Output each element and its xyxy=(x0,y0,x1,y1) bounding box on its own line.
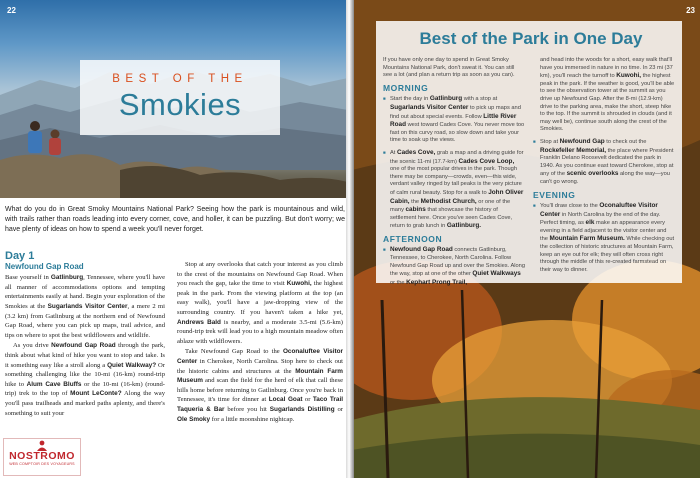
afternoon-list-continued xyxy=(533,138,675,187)
list-item: ■ Newfound Gap Road connects Gatlinburg, Tennessee, to Cherokee, North Carolina. Follow Newfound Gap Road up and over the Smokies. Along the way, stop at one of the other Quiet Walkways or the Kephart Prong Trail, xyxy=(383,246,525,287)
panel-column-2 xyxy=(533,57,675,278)
list-item: ■ Start the day in Gatlinburg with a stop at Sugarlands Visitor Center to pick up maps and find out about special events. Follow Little River Road west toward Cades Cove. You never move too fast on this curvy road, so slow down and take your time to soak up the views. xyxy=(383,95,525,145)
nostromo-logo xyxy=(3,438,81,476)
paragraph-4: Take Newfound Gap Road to the Oconaluftee Visitor Center in Cherokee, North Carolina. Stop here to check out the historic cabins and structures at the Mountain Farm Museum and scan the field for the herd of elk that call these hills home before returning to Gatlinburg. Once you're back in Tennessee, it's time for dinner at Local Goat or Taco Trail Taqueria & Bar before you hit Sugarlands Distilling or Ole Smoky for a little moonshine nightcap. xyxy=(177,348,344,423)
panel-column-1 xyxy=(383,57,525,291)
list-item: ■ You'll draw close to the Oconaluftee Visitor Center in North Carolina by the end of the day. Perfect timing, as elk make an appearance every evening in a field adjacent to the visitor center and the Mountain Farm Museum. While checking out the collection of historic structures at Mountain Farm, keep an eye out for elk; they will often cross right through the middle of this re-created farmstead on their way to dinner. xyxy=(533,202,675,274)
morning-list xyxy=(383,95,525,231)
list-item: ■ At Cades Cove, grab a map and a driving guide for the scenic 11-mi (17.7-km) Cades Cove Loop, one of the most popular drives in the park. Though there may be company—crowds, even—this wide, verdant valley ringed by tall peaks is the very picture of calm rural beauty. Stop for a walk to John Oliver Cabin, the Methodist Church, or one of the many cabins that showcase the history of settlement here. Once you've seen Cades Cove, return to grab lunch in Gatlinburg. xyxy=(383,149,525,231)
book-spine xyxy=(346,0,354,478)
afternoon-list xyxy=(383,246,525,287)
day-heading: Day 1 xyxy=(5,250,35,262)
logo-tagline: WEB COMPTOIR DES VOYAGEURS xyxy=(9,462,75,466)
right-page xyxy=(352,0,700,478)
morning-heading: MORNING xyxy=(383,82,429,93)
logo-name: NOSTROMO xyxy=(9,450,75,462)
title-small: BEST OF THE xyxy=(112,73,248,85)
paragraph-2: As you drive Newfound Gap Road through the park, think about what kind of hike you want to stop and take. Is it something easy like a stroll along a Quiet Walkway? Or something challenging like the 10-mi (16-km) round-trip hike to Alum Cave Bluffs or the 10-mi (16-km) (round-trip) trek to the top of Mount LeConte? Along the way you'll pass trailheads and marked paths aplenty, and there's something to suit your xyxy=(5,342,165,417)
mountain-hiker-photo xyxy=(0,0,348,198)
intro-paragraph: What do you do in Great Smoky Mountains National Park? Seeing how the park is mountainous and wild, with trails rather than roads leading into every corner, cove, and holler, it can be puzzling. But don't worry; we have plenty of ideas on how to spend a week you'll never forget. xyxy=(5,206,345,234)
one-day-panel xyxy=(376,21,682,286)
evening-list xyxy=(533,202,675,274)
page-number-left: 22 xyxy=(7,6,16,15)
afternoon-heading: AFTERNOON xyxy=(383,233,443,244)
page-title: Smokies xyxy=(118,87,242,122)
panel-intro: If you have only one day to spend in Great Smoky Mountains National Park, don't sweat it. You can still see a lot (and plan a return trip as soon as you can). xyxy=(383,57,515,79)
paragraph-3: Stop at any overlooks that catch your interest as you climb to the crest of the mountains on Newfound Gap Road. When you reach the gap, take the time to visit Kuwohi, the highest peak in the park. From the viewing platform at the top (an easy walk), you'll have a jaw-dropping view of the surrounding country. If you haven't taken a hike yet, Andrews Bald is nearby, and a moderate 3.5-mi (5.6-km) round-trip trek will lead you to a high mountain meadow often ablaze with wildflowers. xyxy=(177,261,343,345)
left-column-2 xyxy=(177,260,343,425)
left-column-1 xyxy=(5,250,165,419)
title-box xyxy=(80,60,280,135)
list-item: ■ Stop at Newfound Gap to check out the Rockefeller Memorial, the place where President Franklin Delano Roosevelt dedicated the park in 1940. As you continue east toward Cherokee, stop at any of the scenic overlooks along the way—you can't go wrong. xyxy=(533,138,675,187)
page-number-right: 23 xyxy=(686,6,695,15)
day-subheading: Newfound Gap Road xyxy=(5,261,84,271)
panel-title: Best of the Park in One Day xyxy=(419,29,643,48)
continued-text: and head into the woods for a short, easy walk that'll have you immersed in nature in no time. In 23 mi (37 km), you'll reach the turnoff to Kuwohi, the highest peak in the park. If the weather is good, you'll be able to see the observation tower at the summit as you drive up Newfound Gap. After the 8-mi (12.9-km) drive to the parking area, make the short, steep hike to the top. If the summit is shrouded in clouds (and it may well be), continue south along the crest of the Smokies. xyxy=(540,57,675,133)
paragraph-1: Base yourself in Gatlinburg, Tennessee, where you'll have all manner of accommodations options and tempting entertainments easily at hand. Begin your exploration of the Smokies at the Sugarlands Visitor Center, a mere 2 mi (3.2 km) from Gatlinburg at the northern end of Newfound Gap Road, where you can pick up maps, trail advice, and tips on where to spot the best wildflowers and wildlife. xyxy=(5,274,166,339)
evening-heading: EVENING xyxy=(533,189,576,200)
left-page xyxy=(0,0,348,478)
